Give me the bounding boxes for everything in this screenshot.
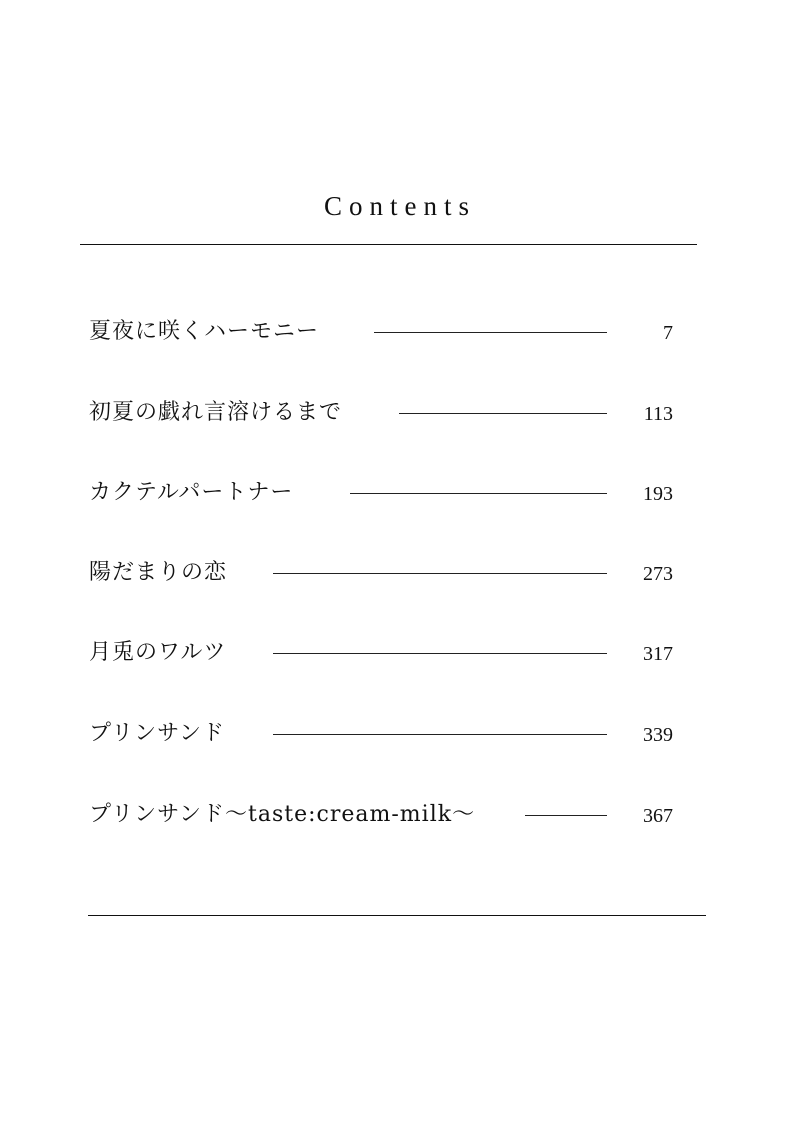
toc-leader-line [273, 734, 607, 735]
toc-entry[interactable] [0, 396, 800, 430]
contents-heading: Contents [323, 191, 476, 221]
toc-entry[interactable] [0, 556, 800, 590]
toc-leader-line [374, 332, 607, 333]
toc-entry-title: 陽だまりの恋 [89, 560, 228, 585]
toc-leader-line [350, 493, 607, 494]
toc-entry-page: 7 [663, 322, 673, 344]
toc-entry-title: カクテルパートナー [89, 480, 294, 505]
toc-entry[interactable] [0, 798, 800, 832]
toc-entry[interactable] [0, 717, 800, 751]
toc-entry-title: 初夏の戯れ言溶けるまで [89, 400, 343, 425]
toc-leader-line [525, 815, 607, 816]
bottom-divider [88, 915, 706, 916]
toc-entry-page: 317 [643, 643, 673, 665]
toc-entry-title: プリンサンド〜taste:cream-milk〜 [89, 802, 476, 827]
toc-leader-line [273, 573, 607, 574]
toc-entry-page: 113 [643, 403, 673, 425]
toc-entry-page: 339 [643, 724, 673, 746]
toc-entry-page: 273 [643, 563, 673, 585]
toc-entry[interactable] [0, 476, 800, 510]
toc-entry-title: プリンサンド [89, 721, 226, 746]
toc-entry-title: 夏夜に咲くハーモニー [89, 319, 320, 344]
toc-entry-page: 367 [643, 805, 673, 827]
toc-leader-line [399, 413, 607, 414]
toc-entry[interactable] [0, 315, 800, 349]
toc-leader-line [273, 653, 607, 654]
toc-entry-page: 193 [643, 483, 673, 505]
toc-entry[interactable] [0, 636, 800, 670]
toc-entry-title: 月兎のワルツ [89, 640, 227, 665]
